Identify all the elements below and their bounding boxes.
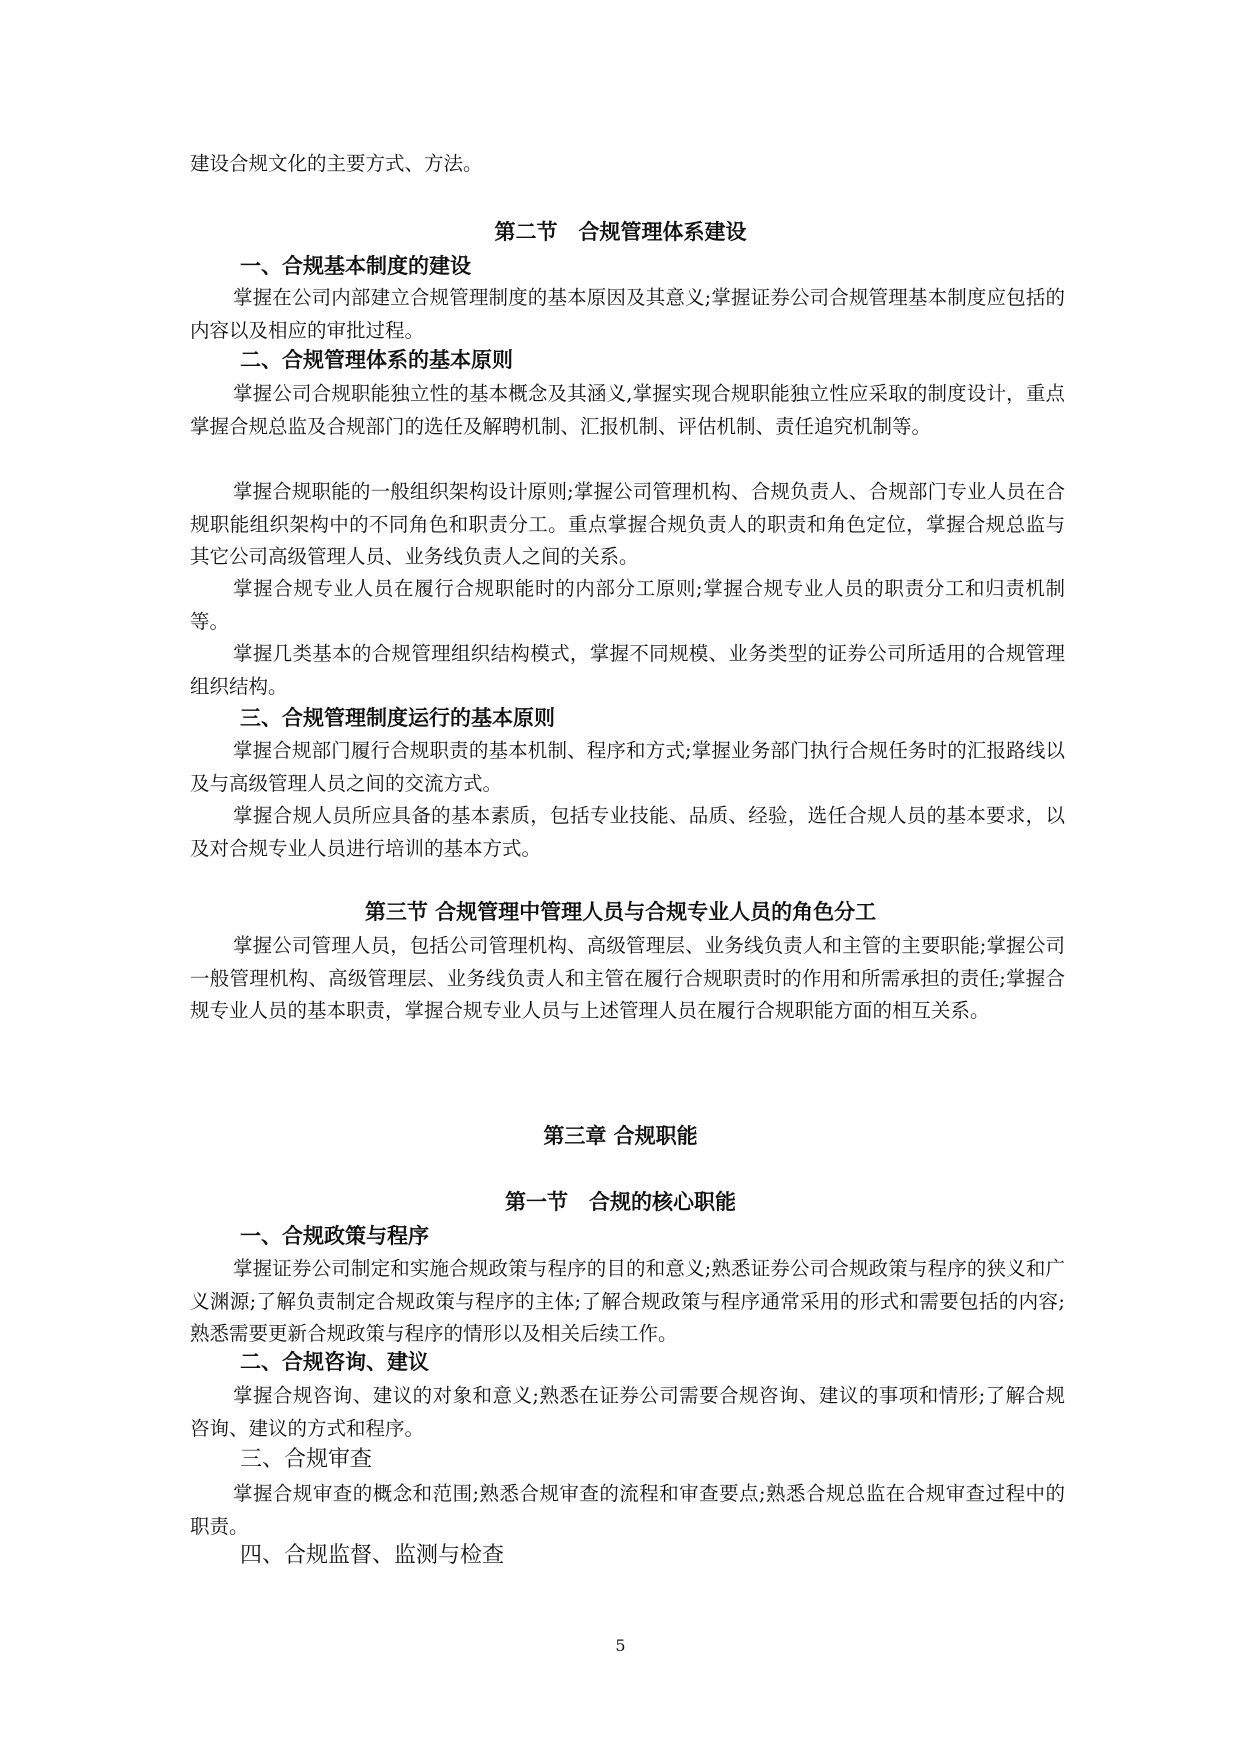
section-2-title: 第二节 合规管理体系建设 — [494, 220, 747, 244]
section-3-title: 第三节 合规管理中管理人员与合规专业人员的角色分工 — [364, 900, 877, 924]
intro-line: 建设合规文化的主要方式、方法。 — [190, 152, 483, 175]
s2-paragraph-4: 掌握合规专业人员在履行合规职能时的内部分工原则;掌握合规专业人员的职责分工和归责机制等。 — [190, 577, 1065, 633]
c3-paragraph-2: 掌握合规咨询、建议的对象和意义;熟悉在证券公司需要合规咨询、建议的事项和情形;了解合规咨询、建议的方式和程序。 — [190, 1384, 1065, 1440]
s2-paragraph-1: 掌握在公司内部建立合规管理制度的基本原因及其意义;掌握证券公司合规管理基本制度应包括的内容以及相应的审批过程。 — [190, 286, 1065, 342]
c3-paragraph-1: 掌握证券公司制定和实施合规政策与程序的目的和意义;熟悉证券公司合规政策与程序的狭义和广义渊源;了解负责制定合规政策与程序的主体;了解合规政策与程序通常采用的形式和需要包括的内容;熟悉需要更新合规政策与程序的情形以及相关后续工作。 — [190, 1257, 1065, 1345]
s3-paragraph-1: 掌握公司管理人员，包括公司管理机构、高级管理层、业务线负责人和主管的主要职能;掌握公司一般管理机构、高级管理层、业务线负责人和主管在履行合规职责时的作用和所需承担的责任;掌握合规专业人员的基本职责，掌握合规专业人员与上述管理人员在履行合规职能方面的相互关系。 — [190, 934, 1065, 1022]
s2-paragraph-6: 掌握合规部门履行合规职责的基本机制、程序和方式;掌握业务部门执行合规任务时的汇报路线以及与高级管理人员之间的交流方式。 — [190, 739, 1065, 795]
chapter-3-title: 第三章 合规职能 — [543, 1124, 698, 1148]
s2-paragraph-7: 掌握合规人员所应具备的基本素质，包括专业技能、品质、经验，选任合规人员的基本要求，以及对合规专业人员进行培训的基本方式。 — [190, 804, 1065, 860]
s2-heading-1: 一、合规基本制度的建设 — [240, 254, 471, 278]
c3-paragraph-3: 掌握合规审查的概念和范围;熟悉合规审查的流程和审查要点;熟悉合规总监在合规审查过程中的职责。 — [190, 1482, 1065, 1538]
c3-heading-1: 一、合规政策与程序 — [240, 1224, 429, 1248]
s2-heading-2: 二、合规管理体系的基本原则 — [240, 348, 513, 372]
chapter-3-section-1-title: 第一节 合规的核心职能 — [505, 1190, 736, 1214]
s2-paragraph-5: 掌握几类基本的合规管理组织结构模式，掌握不同规模、业务类型的证券公司所适用的合规管理组织结构。 — [190, 642, 1065, 698]
s2-heading-3: 三、合规管理制度运行的基本原则 — [240, 706, 555, 730]
s2-paragraph-3: 掌握合规职能的一般组织架构设计原则;掌握公司管理机构、合规负责人、合规部门专业人员在合规职能组织架构中的不同角色和职责分工。重点掌握合规负责人的职责和角色定位，掌握合规总监与其它公司高级管理人员、业务线负责人之间的关系。 — [190, 480, 1065, 568]
c3-heading-3: 三、合规审查 — [240, 1447, 373, 1472]
s2-paragraph-2: 掌握公司合规职能独立性的基本概念及其涵义,掌握实现合规职能独立性应采取的制度设计，重点掌握合规总监及合规部门的选任及解聘机制、汇报机制、评估机制、责任追究机制等。 — [190, 382, 1065, 438]
c3-heading-4: 四、合规监督、监测与检查 — [240, 1543, 505, 1568]
c3-heading-2: 二、合规咨询、建议 — [240, 1350, 429, 1374]
page-number: 5 — [615, 1636, 626, 1655]
